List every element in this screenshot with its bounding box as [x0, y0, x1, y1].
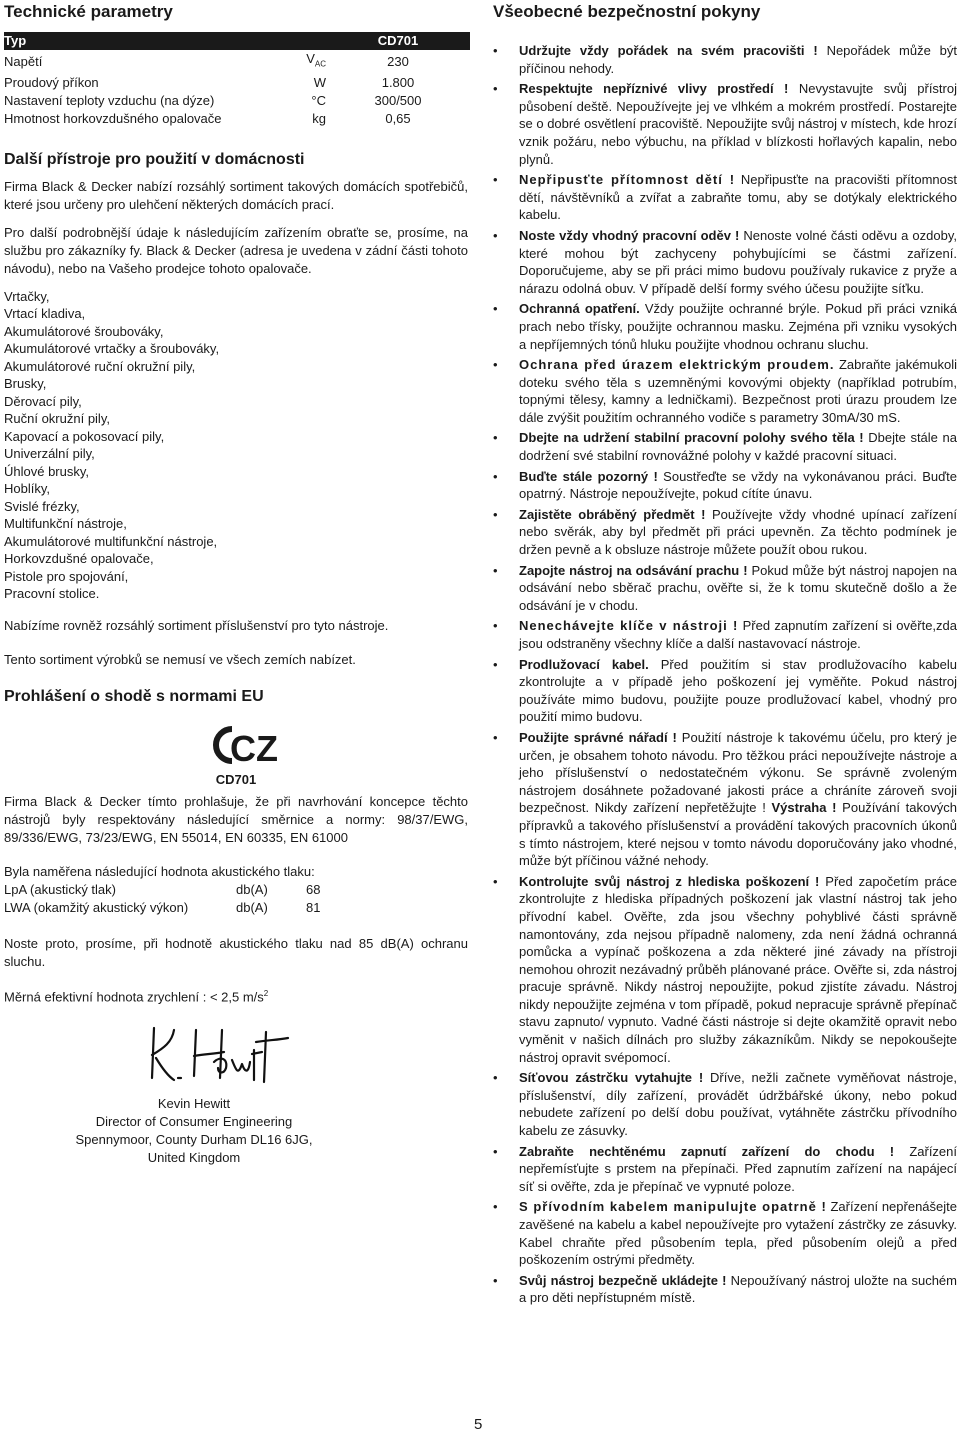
other-devices-title: Další přístroje pro použití v domácnosti	[4, 150, 305, 168]
safety-item: • Dbejte na udržení stabilní pracovní polohy svého těla ! Dbejte stále na dodržení své stabilní rovnovážné polohy v každé pracovní situaci.	[493, 429, 957, 464]
tool-item: Akumulátorové multifunkční nástroje,	[4, 533, 218, 549]
safety-item: • Ochranná opatření. Vždy použijte ochranné brýle. Pokud při práci vzniká prach nebo třísky, použijte ochrannou masku. Zejména při vzniku vysokých a nepříjemných tónů hluku použijte vhodnou ochranu sluchu.	[493, 300, 957, 353]
spec-unit: kg	[312, 110, 326, 126]
tool-item: Akumulátorové ruční okružní pily,	[4, 358, 196, 374]
tool-item: Vrtačky,	[4, 288, 50, 304]
tool-item: Pistole pro spojování,	[4, 568, 129, 584]
tool-item: Brusky,	[4, 376, 47, 392]
tool-item: Děrovací pily,	[4, 393, 82, 409]
spec-unit: °C	[311, 92, 326, 108]
safety-list	[493, 42, 957, 1307]
hearing-protection-paragraph: Noste proto, prosíme, při hodnotě akustického tlaku nad 85 dB(A) ochranu sluchu.	[4, 935, 468, 969]
tool-item: Multifunkční nástroje,	[4, 516, 127, 532]
safety-item: • Svůj nástroj bezpečně ukládejte ! Nepoužívaný nástroj uložte na suchém a pro děti nepřístupném místě.	[493, 1272, 957, 1307]
safety-title: Všeobecné bezpečnostní pokyny	[493, 2, 761, 21]
tool-item: Hoblíky,	[4, 481, 50, 497]
declaration-paragraph: Firma Black & Decker tímto prohlašuje, že při navrhování koncepce těchto nástrojů byly respektovány následující směrnice a normy: 98/37/EWG, 89/336/EWG, 73/23/EWG, EN 55014, EN 60335, EN 61000	[4, 793, 468, 845]
safety-item: • Buďte stále pozorný ! Soustřeďte se vždy na vykonávanou práci. Buďte opatrný. Nástroje nepoužívejte, pokud cítíte únavu.	[493, 468, 957, 503]
intro-paragraph: Firma Black & Decker nabízí rozsáhlý sortiment takových domácích spotřebičů, které jsou určeny pro ulehčení některých domácích prací.	[4, 178, 468, 212]
tool-item: Akumulátorové vrtačky a šroubováky,	[4, 341, 220, 357]
tool-item: Horkovzdušné opalovače,	[4, 551, 154, 567]
spec-unit: $V_{AC}$	[306, 51, 326, 69]
specs-table	[4, 32, 470, 128]
acoustic-row	[4, 899, 468, 917]
page-number: 5	[474, 1416, 483, 1433]
right-column	[493, 2, 957, 1310]
signature-image	[144, 1020, 294, 1090]
safety-item: • Noste vždy vhodný pracovní oděv ! Nenoste volné části oděvu a ozdoby, které mohou být zachyceny pohybujícími se částmi zařízení. Doporučujeme, aby se při práci mimo budovu používaly rukavice z pryže a nárazu odolná obuv. V případě delší formy svého účesu použijte síťku.	[493, 227, 957, 297]
logo-text: CZ	[230, 727, 278, 769]
acoustic-unit: db(A)	[236, 899, 268, 915]
specs-header-row	[4, 32, 470, 50]
acoustic-value: 68	[306, 881, 321, 897]
tool-item: Ruční okružní pily,	[4, 411, 110, 427]
spec-label: Proudový příkon	[4, 74, 99, 90]
spec-value: 1.800	[381, 74, 415, 90]
signer-address: Spennymoor, County Durham DL16 6JG,	[75, 1131, 313, 1147]
cz-mark-icon	[208, 723, 278, 769]
acceleration-value: Měrná efektivní hodnota zrychlení : < 2,5 $m/s^2$	[4, 988, 269, 1004]
safety-item: • Použijte správné nářadí ! Použití nástroje k takovému účelu, pro který je určen, je obsahem tohoto návodu. Pro těžkou práci nepoužívejte nástroje a jeho příslušenství o nedostatečném výkonu. Se správně zvoleným nástrojem dosáhnete požadované jakosti práce a chráníte zároveň svoji bezpečnost. Nikdy zařízení nepřetěžujte ! Výstraha ! Používání takových přípravků a takového příslušenství a provádění takových pracovních úkonů s tímto nástrojem, které nejsou v tomto návodu doporučovány jako vhodné, může být příčinou vážné nehody.	[493, 729, 957, 870]
specs-row	[4, 74, 470, 92]
specs-row	[4, 50, 470, 74]
signer-title: Director of Consumer Engineering	[95, 1113, 293, 1129]
left-column	[4, 2, 468, 1167]
safety-item: • Ochrana před úrazem elektrickým proudem. Zabraňte jakémukoli doteku svého těla s uzemněnými kovovými objekty (například potrubím, topnými tělesy, kamny a ledničkami). Bezpečnost proti úrazu proudem lze dále zvýšit použitím ochranného vodiče s parametry 30mA/30 mS.	[493, 356, 957, 426]
specs-header-unit	[286, 32, 326, 50]
specs-row	[4, 92, 470, 110]
safety-item: • Zabraňte nechtěnému zapnutí zařízení do chodu ! Zařízení nepřemísťujte s prstem na přepínači. Před zapnutím zařízení na napájecí síť si ověřte, zda je přepínač ve vypnuté poloze.	[493, 1143, 957, 1196]
accessories-paragraph: Nabízíme rovněž rozsáhlý sortiment příslušenství pro tyto nástroje.	[4, 617, 389, 633]
acoustic-intro: Byla naměřena následující hodnota akustického tlaku:	[4, 863, 315, 879]
eu-declaration-title: Prohlášení o shodě s normami EU	[4, 687, 264, 705]
safety-item: • Nenechávejte klíče v nástroji ! Před zapnutím zařízení si ověřte,zda jsou odstraněny všechny klíče a další nastavovací nástroje.	[493, 617, 957, 652]
safety-item: • Síťovou zástrčku vytahujte ! Dříve, nežli začnete vyměňovat nástroje, příslušenství, díly zařízení, provádět údržbářské úkony, nebo pokud nebudete zařízení po delší dobu používat, vytáhněte zástrčku přívodního kabelu ze zásuvky.	[493, 1069, 957, 1139]
safety-item: • Zapojte nástroj na odsávání prachu ! Pokud může být nástroj napojen na odsávání nebo sběrač prachu, ověřte si, že k tomu skutečně došlo a že odsávání je v chodu.	[493, 562, 957, 615]
spec-unit: W	[313, 74, 326, 90]
tool-item: Pracovní stolice.	[4, 586, 100, 602]
acoustic-value: 81	[306, 899, 321, 915]
spec-value: 230	[387, 53, 409, 69]
signer-block	[4, 1095, 384, 1167]
contact-paragraph: Pro další podrobnější údaje k následujícím zařízením obraťte se, prosíme, na službu pro zákazníky fy. Black & Decker (adresa je uvedena v zádní části tohoto návodu), nebo na Vašeho prodejce tohoto opalovače.	[4, 224, 468, 276]
signature	[144, 1020, 468, 1095]
safety-item: • Prodlužovací kabel. Před použitím si stav prodlužovacího kabelu zkontrolujte a v případě jeho poškození jej vyměňte. Pokud nástroj používáte mimo budovu, použijte pouze prodlužovací kabel, vhodný pro použití mimo budovu.	[493, 656, 957, 726]
acoustic-label: LpA (akustický tlak)	[4, 881, 116, 897]
specs-header-value: CD701	[326, 32, 470, 50]
acoustic-row	[4, 881, 468, 899]
safety-item: • S přívodním kabelem manipulujte opatrně ! Zařízení nepřenášejte zavěšené na kabelu a kabel nepoužívejte pro vytažení zástrčky ze zásuvky. Kabel chraňte před působením tepla, před působením olejů a před poškozením ostrými předměty.	[493, 1198, 957, 1268]
tool-item: Akumulátorové šroubováky,	[4, 323, 164, 339]
tool-item: Úhlové brusky,	[4, 463, 90, 479]
declaration-model: CD701	[215, 771, 257, 787]
tool-item: Svislé frézky,	[4, 498, 80, 514]
spec-value: 0,65	[385, 110, 411, 126]
tools-list	[4, 288, 468, 603]
signer-name: Kevin Hewitt	[157, 1095, 231, 1111]
tool-item: Kapovací a pokosovací pily,	[4, 428, 165, 444]
spec-value: 300/500	[374, 92, 422, 108]
safety-item: • Respektujte nepříznivé vlivy prostředí ! Nevystavujte svůj přístroj působení deště. Nepoužívejte jej ve vlhkém a mokrém prostředí. Postarejte se o dobré osvětlení pracoviště. Nepoužijte svůj nástroj v místech, kde hrozí vznik požáru, nebo výbuchu, na příklad v blízkosti hořlavých kapalin, nebo plynů.	[493, 80, 957, 168]
specs-header-label: Typ	[4, 32, 286, 50]
spec-label: Nastavení teploty vzduchu (na dýze)	[4, 92, 215, 108]
spec-label: Napětí	[4, 53, 43, 69]
acoustic-label: LWA (okamžitý akustický výkon)	[4, 899, 189, 915]
tool-item: Univerzální pily,	[4, 446, 95, 462]
technical-params-title: Technické parametry	[4, 2, 173, 21]
safety-item: • Udržujte vždy pořádek na svém pracovišti ! Nepořádek může být příčinou nehody.	[493, 42, 957, 77]
specs-row	[4, 110, 470, 128]
acoustic-unit: db(A)	[236, 881, 268, 897]
safety-item: • Zajistěte obráběný předmět ! Používejte vždy vhodné upínací zařízení nebo svěrák, aby byl předmět při práci upevněn. Za těchto podmínek je držen pevně a k obsluze nástroje můžete použít obou rukou.	[493, 506, 957, 559]
tool-item: Vrtací kladiva,	[4, 306, 86, 322]
availability-paragraph: Tento sortiment výrobků se nemusí ve všech zemích nabízet.	[4, 651, 356, 667]
safety-item: • Kontrolujte svůj nástroj z hlediska poškození ! Před započetím práce zkontrolujte z hlediska případných poškození jak vlastní nástroj tak jeho přívodní kabel. Ověřte, zda jsou všechny pohyblivé části správně namontovány, zda nejsou případně nalomeny, zda není žádná ochranná pomůcka a vypínač poškozena a zda některé jiné závady na přístroji nemohou ohrozit nezávadný průběh plánované práce. Ověřte si, zda nástroj pracuje správně. Nikdy nástroj nepoužijte, pokud zjistíte závadu. Nástroj nikdy nepoužijte zejména v tom případě, pokud nepracuje správně přepínač stavu zapnuto/ vypnuto. Vadné části nástroje si dejte okamžitě opravit nebo vyměnit v našich dílnách pro služby zákazníkům. Nikdy se nepokoušejte nástroj opravit svépomocí.	[493, 873, 957, 1067]
signer-country: United Kingdom	[147, 1149, 241, 1165]
spec-label: Hmotnost horkovzdušného opalovače	[4, 110, 222, 126]
ce-logo	[4, 723, 468, 767]
safety-item: • Nepřipusťte přítomnost dětí ! Nepřipusťte na pracovišti přítomnost dětí, návštěvníků a zvířat a zabraňte tomu, aby se dotýkaly elektrického kabelu.	[493, 171, 957, 224]
